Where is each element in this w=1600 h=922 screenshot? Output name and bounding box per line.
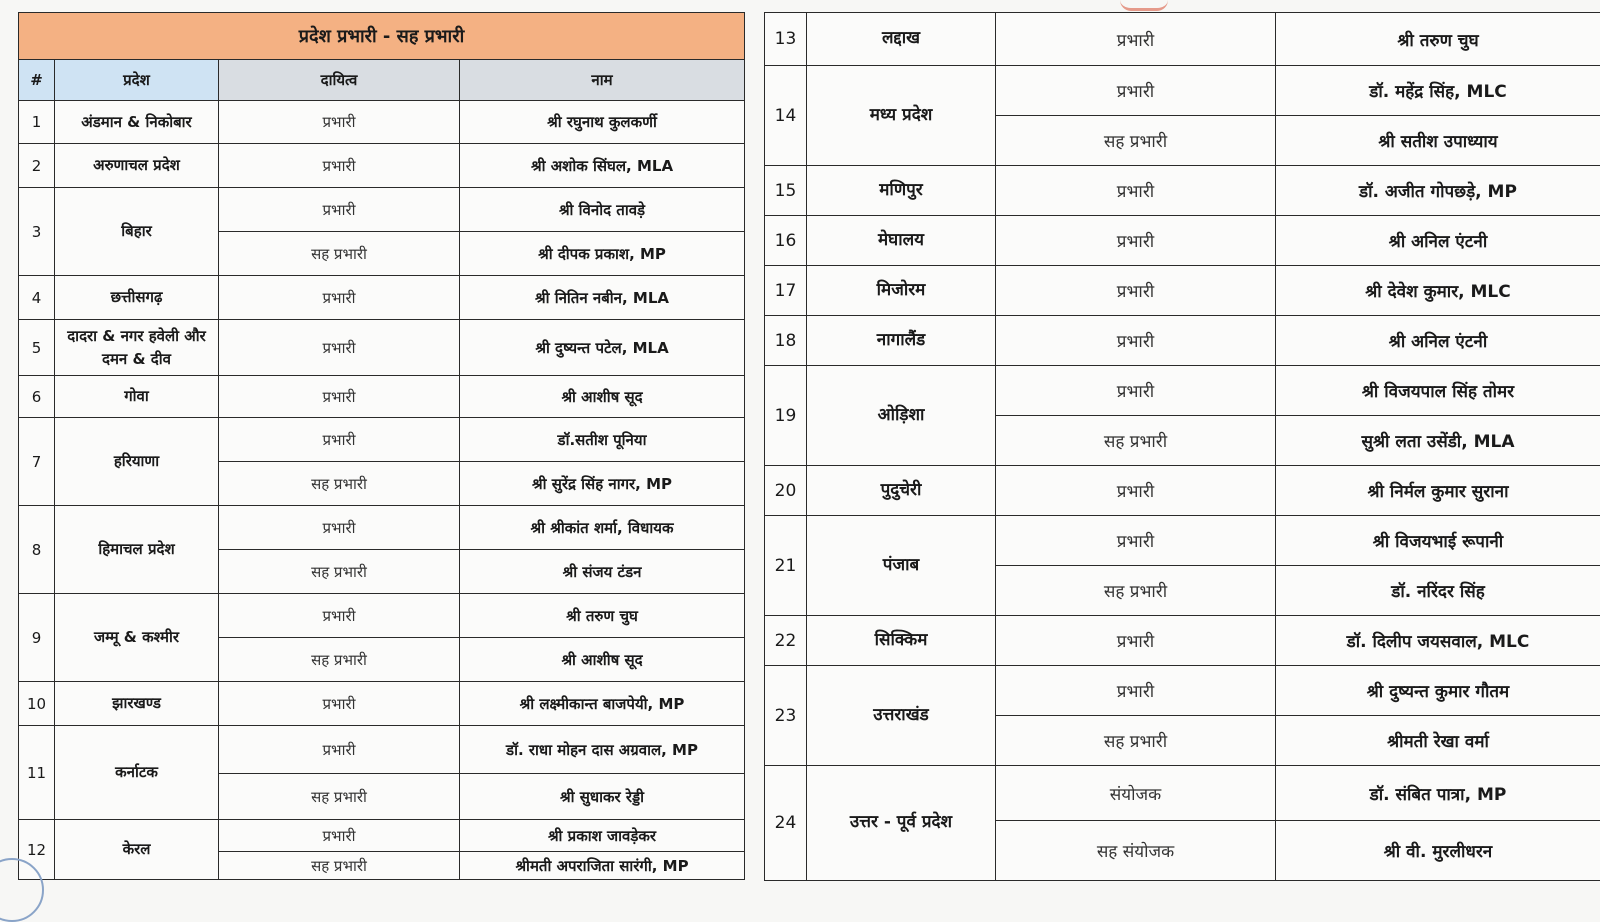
person-name: डॉ. नरिंदर सिंह [1276, 566, 1600, 616]
state-name: गोवा [55, 376, 219, 418]
role-cell: प्रभारी [996, 616, 1276, 666]
role-cell: प्रभारी [219, 726, 460, 774]
table-row [765, 366, 1600, 416]
header-role: दायित्व [219, 60, 460, 101]
table-row [765, 316, 1600, 366]
row-number: 20 [765, 466, 807, 516]
row-number: 6 [19, 376, 55, 418]
role-cell: प्रभारी [219, 506, 460, 550]
role-cell: सह प्रभारी [219, 462, 460, 506]
table-row [765, 516, 1600, 566]
header-name: नाम [460, 60, 745, 101]
role-cell: सह प्रभारी [219, 638, 460, 682]
table-row [19, 376, 745, 418]
table-row [19, 726, 745, 774]
role-cell: प्रभारी [996, 316, 1276, 366]
row-number: 3 [19, 188, 55, 276]
role-cell: सह प्रभारी [219, 550, 460, 594]
role-cell: प्रभारी [219, 682, 460, 726]
row-number: 19 [765, 366, 807, 466]
person-name: श्री तरुण चुघ [1276, 13, 1600, 66]
state-name: कर्नाटक [55, 726, 219, 820]
state-name: मणिपुर [807, 166, 996, 216]
person-name: डॉ.सतीश पूनिया [460, 418, 745, 462]
role-cell: सह प्रभारी [996, 116, 1276, 166]
state-name: अंडमान & निकोबार [55, 101, 219, 144]
table-row [765, 466, 1600, 516]
row-number: 13 [765, 13, 807, 66]
person-name: श्री वी. मुरलीधरन [1276, 821, 1600, 881]
role-cell: सह प्रभारी [996, 716, 1276, 766]
row-number: 8 [19, 506, 55, 594]
state-name: केरल [55, 820, 219, 880]
table-row [765, 766, 1600, 821]
row-number: 9 [19, 594, 55, 682]
person-name: श्री निर्मल कुमार सुराना [1276, 466, 1600, 516]
state-name: झारखण्ड [55, 682, 219, 726]
row-number: 2 [19, 144, 55, 188]
table-row [19, 594, 745, 638]
person-name: श्री विजयभाई रूपानी [1276, 516, 1600, 566]
table-row [765, 13, 1600, 66]
role-cell: प्रभारी [219, 101, 460, 144]
table-row [765, 616, 1600, 666]
party-logo-fragment [1120, 0, 1168, 11]
state-name: हिमाचल प्रदेश [55, 506, 219, 594]
row-number: 4 [19, 276, 55, 320]
role-cell: प्रभारी [996, 216, 1276, 266]
person-name: श्री सुधाकर रेड्डी [460, 774, 745, 820]
state-name: पुदुचेरी [807, 466, 996, 516]
state-name: जम्मू & कश्मीर [55, 594, 219, 682]
role-cell: प्रभारी [996, 666, 1276, 716]
person-name: डॉ. अजीत गोपछड़े, MP [1276, 166, 1600, 216]
role-cell: प्रभारी [219, 276, 460, 320]
role-cell: प्रभारी [996, 166, 1276, 216]
role-cell: सह प्रभारी [219, 774, 460, 820]
row-number: 23 [765, 666, 807, 766]
person-name: श्री आशीष सूद [460, 376, 745, 418]
table-row [765, 166, 1600, 216]
table-title: प्रदेश प्रभारी - सह प्रभारी [19, 13, 745, 60]
role-cell: सह प्रभारी [996, 566, 1276, 616]
row-number: 14 [765, 66, 807, 166]
state-name: अरुणाचल प्रदेश [55, 144, 219, 188]
person-name: श्रीमती रेखा वर्मा [1276, 716, 1600, 766]
row-number: 7 [19, 418, 55, 506]
person-name: श्रीमती अपराजिता सारंगी, MP [460, 852, 745, 880]
person-name: श्री प्रकाश जावड़ेकर [460, 820, 745, 852]
row-number: 1 [19, 101, 55, 144]
state-name: उत्तर - पूर्व प्रदेश [807, 766, 996, 881]
row-number: 15 [765, 166, 807, 216]
role-cell: प्रभारी [219, 376, 460, 418]
role-cell: सह प्रभारी [219, 852, 460, 880]
row-number: 11 [19, 726, 55, 820]
person-name: श्री अनिल एंटनी [1276, 216, 1600, 266]
state-name: हरियाणा [55, 418, 219, 506]
row-number: 16 [765, 216, 807, 266]
person-name: श्री दीपक प्रकाश, MP [460, 232, 745, 276]
left-table [18, 12, 745, 880]
table-row [19, 276, 745, 320]
table-row [19, 320, 745, 376]
header-state: प्रदेश [55, 60, 219, 101]
right-table [764, 12, 1600, 881]
role-cell: प्रभारी [219, 820, 460, 852]
person-name: डॉ. महेंद्र सिंह, MLC [1276, 66, 1600, 116]
person-name: श्री सुरेंद्र सिंह नागर, MP [460, 462, 745, 506]
person-name: श्री रघुनाथ कुलकर्णी [460, 101, 745, 144]
person-name: श्री तरुण चुघ [460, 594, 745, 638]
role-cell: सह प्रभारी [996, 416, 1276, 466]
role-cell: प्रभारी [219, 144, 460, 188]
role-cell: प्रभारी [996, 266, 1276, 316]
row-number: 17 [765, 266, 807, 316]
role-cell: प्रभारी [996, 66, 1276, 116]
person-name: डॉ. राधा मोहन दास अग्रवाल, MP [460, 726, 745, 774]
table-row [19, 506, 745, 550]
person-name: श्री लक्ष्मीकान्त बाजपेयी, MP [460, 682, 745, 726]
role-cell: सह प्रभारी [219, 232, 460, 276]
state-name: मिजोरम [807, 266, 996, 316]
row-number: 22 [765, 616, 807, 666]
table-row [19, 418, 745, 462]
person-name: श्री संजय टंडन [460, 550, 745, 594]
row-number: 21 [765, 516, 807, 616]
state-name: बिहार [55, 188, 219, 276]
state-name: दादरा & नगर हवेली और दमन & दीव [55, 320, 219, 376]
row-number: 12 [19, 820, 55, 880]
state-name: ओड़िशा [807, 366, 996, 466]
state-name: नागालैंड [807, 316, 996, 366]
role-cell: प्रभारी [219, 320, 460, 376]
state-name: मध्य प्रदेश [807, 66, 996, 166]
header-number: # [19, 60, 55, 101]
state-name: सिक्किम [807, 616, 996, 666]
role-cell: संयोजक [996, 766, 1276, 821]
person-name: सुश्री लता उसेंडी, MLA [1276, 416, 1600, 466]
state-name: लद्दाख [807, 13, 996, 66]
table-row [765, 66, 1600, 116]
person-name: डॉ. संबित पात्रा, MP [1276, 766, 1600, 821]
person-name: श्री आशीष सूद [460, 638, 745, 682]
row-number: 24 [765, 766, 807, 881]
row-number: 18 [765, 316, 807, 366]
state-name: उत्तराखंड [807, 666, 996, 766]
role-cell: प्रभारी [996, 516, 1276, 566]
person-name: श्री नितिन नबीन, MLA [460, 276, 745, 320]
role-cell: प्रभारी [219, 418, 460, 462]
person-name: श्री दुष्यन्त कुमार गौतम [1276, 666, 1600, 716]
table-row [19, 101, 745, 144]
person-name: श्री विजयपाल सिंह तोमर [1276, 366, 1600, 416]
state-name: छत्तीसगढ़ [55, 276, 219, 320]
role-cell: प्रभारी [996, 13, 1276, 66]
role-cell: प्रभारी [219, 594, 460, 638]
state-name: मेघालय [807, 216, 996, 266]
table-row [19, 682, 745, 726]
person-name: श्री अनिल एंटनी [1276, 316, 1600, 366]
table-row [765, 266, 1600, 316]
state-name: पंजाब [807, 516, 996, 616]
person-name: श्री दुष्यन्त पटेल, MLA [460, 320, 745, 376]
table-row [765, 216, 1600, 266]
table-row [765, 666, 1600, 716]
role-cell: प्रभारी [996, 366, 1276, 416]
person-name: श्री अशोक सिंघल, MLA [460, 144, 745, 188]
person-name: श्री देवेश कुमार, MLC [1276, 266, 1600, 316]
person-name: डॉ. दिलीप जयसवाल, MLC [1276, 616, 1600, 666]
row-number: 5 [19, 320, 55, 376]
role-cell: प्रभारी [996, 466, 1276, 516]
person-name: श्री विनोद तावड़े [460, 188, 745, 232]
person-name: श्री श्रीकांत शर्मा, विधायक [460, 506, 745, 550]
role-cell: सह संयोजक [996, 821, 1276, 881]
table-row [19, 144, 745, 188]
role-cell: प्रभारी [219, 188, 460, 232]
row-number: 10 [19, 682, 55, 726]
table-row [19, 188, 745, 232]
table-row [19, 820, 745, 852]
person-name: श्री सतीश उपाध्याय [1276, 116, 1600, 166]
